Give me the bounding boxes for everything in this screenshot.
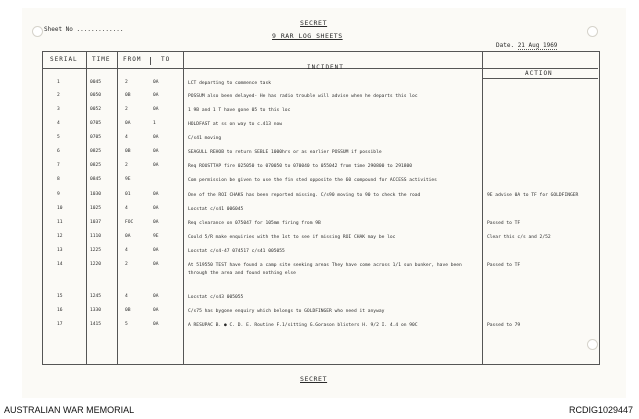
cell-from: 0A (125, 234, 131, 239)
document-title: 9 RAR LOG SHEETS (272, 32, 343, 40)
cell-serial: 6 (57, 149, 60, 154)
cell-serial: 17 (57, 322, 63, 327)
cell-to: 1 (153, 121, 156, 126)
cell-to: 0A (153, 248, 159, 253)
date-field (496, 42, 557, 49)
cell-from: 0B (125, 93, 131, 98)
cell-serial: 10 (57, 206, 63, 211)
header-serial: SERIAL (50, 56, 78, 63)
cell-time: 1220 (90, 262, 102, 267)
cell-time: 1110 (90, 234, 102, 239)
cell-incident: SEAGULL REHOB to return SEBLE 1000hrs or as earlier POSSUM if possible (188, 150, 382, 155)
cell-serial: 13 (57, 248, 63, 253)
cell-incident: LCT departing to commence task (188, 81, 271, 86)
cell-incident: Com permission be given to use the fin sted opposite the 60 compound for ACCESS activities (188, 178, 437, 183)
cell-from: 9E (125, 177, 131, 182)
cell-to: 0A (153, 107, 159, 112)
cell-incident: POSSUM also been delayed- He has radio trouble will advise when he departs this loc (188, 94, 418, 99)
cell-serial: 5 (57, 135, 60, 140)
cell-serial: 7 (57, 163, 60, 168)
cell-action: Passed to TF (487, 221, 521, 226)
cell-time: 1415 (90, 322, 102, 327)
header-time: TIME (92, 56, 111, 63)
cell-time: 1225 (90, 248, 102, 253)
cell-to: 0A (153, 206, 159, 211)
cell-incident: Req ROUSTTAP fire 025050 to 070050 to 070040 to 055042 from time 290800 to 291800 (188, 164, 413, 169)
cell-time: 0050 (90, 93, 102, 98)
punch-hole (587, 26, 598, 37)
cell-action: 9E advise 0A to TF for GOLDFINGER (487, 193, 579, 198)
cell-from: 2 (125, 107, 128, 112)
cell-time: 0845 (90, 177, 102, 182)
cell-incident: HOLDFAST at ss on way to c.413 now (188, 122, 283, 127)
cell-serial: 15 (57, 294, 63, 299)
col-divider (86, 51, 87, 364)
cell-from: 4 (125, 294, 128, 299)
cell-to: 0A (153, 149, 159, 154)
cell-incident: C/s75 has bygone enquiry which belongs to GOLDFINGER who need it anyway (188, 309, 385, 314)
cell-from: 2 (125, 163, 128, 168)
cell-incident: A RESUPAC B. ● C. D. E. Routine F.1/sitting G.Gorason blisters H. 9/2 I. 4.4 on 90C (188, 323, 418, 328)
cell-time: 0045 (90, 80, 102, 85)
cell-serial: 3 (57, 107, 60, 112)
cell-serial: 4 (57, 121, 60, 126)
cell-incident: Locstat c/s4-47 074517 c/s41 005055 (188, 249, 285, 254)
cell-time: 1245 (90, 294, 102, 299)
cell-time: 1025 (90, 206, 102, 211)
date-value: 21 Aug 1969 (517, 42, 558, 49)
footer-source: AUSTRALIAN WAR MEMORIAL (4, 405, 135, 415)
cell-incident: Could 5/R make enquiries with the 1st to see if missing ROI CHAK may be loc (188, 235, 396, 240)
cell-action: Clear this c/s and 2/52 (487, 235, 551, 240)
cell-from: 2 (125, 262, 128, 267)
header-to: TO (161, 56, 171, 63)
punch-hole (32, 26, 43, 37)
cell-serial: 14 (57, 262, 63, 267)
cell-serial: 9 (57, 192, 60, 197)
cell-to: 0A (153, 93, 159, 98)
log-sheet-page (22, 8, 626, 398)
cell-from: 0B (125, 149, 131, 154)
cell-time: 1037 (90, 220, 102, 225)
header-from: FROM (123, 56, 142, 63)
cell-to: 0A (153, 163, 159, 168)
cell-to: 0A (153, 262, 159, 267)
col-divider (482, 51, 483, 364)
cell-incident: Locstat c/s41 006045 (188, 207, 244, 212)
date-label: Date. (496, 42, 518, 49)
cell-incident: Req clearance on 075047 for 105mm firing from 9B (188, 221, 321, 226)
header-incident: INCIDENT (307, 64, 344, 71)
footer-record-id: RCDIG1029447 (568, 405, 633, 415)
cell-serial: 12 (57, 234, 63, 239)
cell-serial: 8 (57, 177, 60, 182)
cell-from: FOC (125, 220, 134, 225)
cell-incident: Locstat c/s43 005055 (188, 295, 244, 300)
cell-to: 0A (153, 294, 159, 299)
col-divider (183, 51, 184, 364)
cell-from: 0A (125, 121, 131, 126)
classification-bottom: SECRET (300, 375, 328, 383)
cell-incident: At 519550 TEST have found a camp site seeking areas They have come across 1/1 sun bunker, have been through the area and found nothing else (188, 263, 462, 276)
cell-action: Passed to 79 (487, 323, 521, 328)
cell-serial: 2 (57, 93, 60, 98)
cell-to: 0A (153, 192, 159, 197)
cell-from: 2 (125, 80, 128, 85)
cell-incident: C/s41 moving (188, 136, 222, 141)
cell-time: 1330 (90, 308, 102, 313)
classification-top: SECRET (300, 19, 328, 27)
cell-serial: 1 (57, 80, 60, 85)
cell-time: 0825 (90, 149, 102, 154)
sheet-number-label: Sheet No ............. (44, 26, 124, 33)
cell-serial: 16 (57, 308, 63, 313)
cell-serial: 11 (57, 220, 63, 225)
cell-incident: One of the ROI CHAKS has been reported missing. C/s90 moving to 90 to check the road (188, 193, 421, 198)
cell-time: 0825 (90, 163, 102, 168)
cell-time: 0705 (90, 135, 102, 140)
cell-incident: 1 9B and 1 T have gone 05 to this loc (188, 108, 291, 113)
from-to-divider (150, 57, 151, 65)
cell-from: 01 (125, 192, 131, 197)
action-header-divider (482, 78, 598, 79)
cell-action: Passed to TF (487, 263, 521, 268)
cell-time: 1030 (90, 192, 102, 197)
archive-footer (0, 401, 639, 419)
cell-to: 9E (153, 234, 159, 239)
col-divider (117, 51, 118, 364)
cell-from: 4 (125, 206, 128, 211)
cell-to: 0A (153, 220, 159, 225)
cell-from: 4 (125, 135, 128, 140)
cell-to: 0A (153, 322, 159, 327)
cell-from: 5 (125, 322, 128, 327)
cell-time: 0052 (90, 107, 102, 112)
cell-from: 4 (125, 248, 128, 253)
cell-to: 0A (153, 135, 159, 140)
header-action: ACTION (525, 70, 553, 77)
cell-to: 0A (153, 80, 159, 85)
cell-time: 0705 (90, 121, 102, 126)
cell-from: 0B (125, 308, 131, 313)
cell-to: 0A (153, 308, 159, 313)
